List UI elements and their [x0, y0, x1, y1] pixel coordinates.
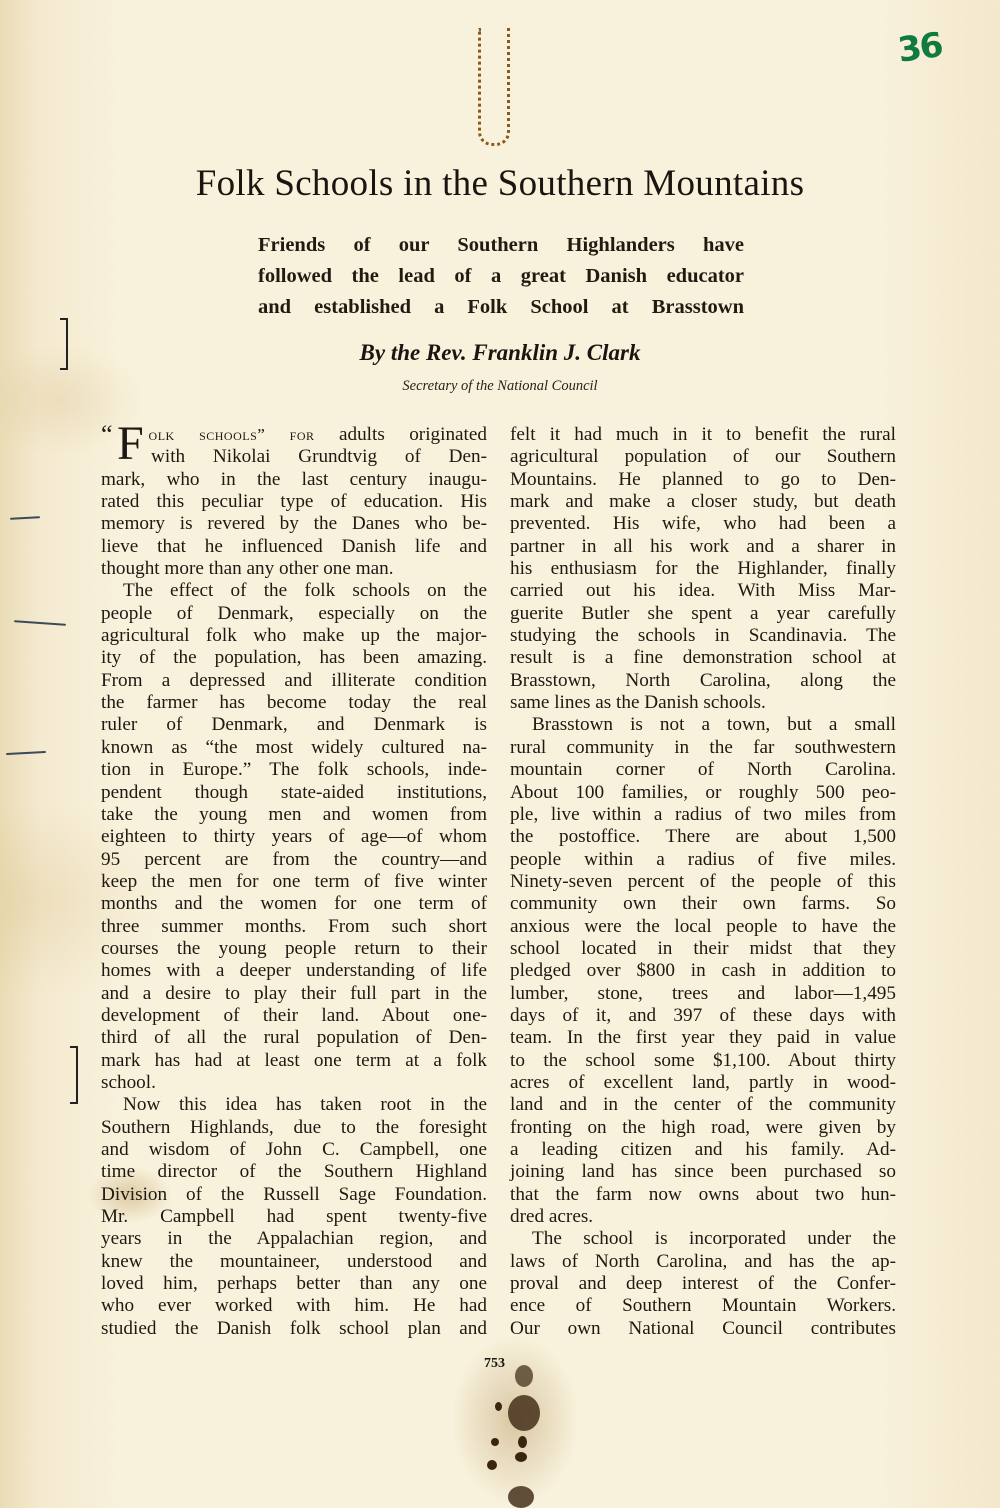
- paper-tear-mark: [6, 751, 46, 755]
- text-line: rated this peculiar type of education. His: [101, 491, 487, 513]
- text-line: agricultural population of our Southern: [510, 446, 896, 468]
- text-line: ence of Southern Mountain Workers.: [510, 1295, 896, 1317]
- right-column: [510, 424, 896, 1340]
- text-line: land and in the center of the community: [510, 1094, 896, 1116]
- text-line: rural community in the far southwestern: [510, 736, 896, 758]
- stain-mark: [515, 1452, 527, 1462]
- text-line: thought more than any other one man.: [101, 558, 394, 580]
- text-line: ple, live within a radius of two miles from: [510, 803, 896, 825]
- text-line: laws of North Carolina, and has the ap-: [510, 1250, 896, 1272]
- text-line: community own their own farms. So: [510, 893, 896, 915]
- text-line: mark and make a closer study, but death: [510, 491, 896, 513]
- text-line: time director of the Southern Highland: [101, 1161, 487, 1183]
- stain-mark: [487, 1460, 497, 1470]
- paper-tear-mark: [10, 516, 40, 520]
- text-line: keep the men for one term of five winter: [101, 870, 487, 892]
- open-quote: “: [101, 420, 113, 449]
- text-line: fronting on the high road, were given by: [510, 1116, 896, 1138]
- text-line: same lines as the Danish schools.: [510, 692, 766, 714]
- text-line: Brasstown is not a town, but a small: [532, 714, 896, 736]
- text-line: guerite Butler she spent a year carefully: [510, 602, 896, 624]
- text-line: ity of the population, has been amazing.: [101, 647, 487, 669]
- staple-rust-mark: [478, 28, 510, 146]
- stain-mark: [518, 1436, 527, 1448]
- text-line: joining land has since been purchased so: [510, 1161, 896, 1183]
- text-line: homes with a deeper understanding of life: [101, 960, 487, 982]
- text-line: Ninety-seven percent of the people of this: [510, 870, 896, 892]
- article-subtitle: [258, 230, 744, 323]
- page-number: 753: [484, 1356, 505, 1371]
- text-line: agricultural folk who make up the major-: [101, 625, 487, 647]
- paper-tear-mark: [14, 620, 66, 626]
- text-line: The effect of the folk schools on the: [123, 580, 487, 602]
- text-line: the postoffice. There are about 1,500: [510, 826, 896, 848]
- drop-cap: F: [117, 417, 144, 470]
- text-line: three summer months. From such short: [101, 915, 487, 937]
- text-line: the farmer has become today the real: [101, 692, 487, 714]
- text-line: people of Denmark, especially on the: [101, 602, 487, 624]
- text-line: Southern Highlands, due to the foresight: [101, 1116, 487, 1138]
- text-line: school located in their midst that they: [510, 937, 896, 959]
- text-line: Mr. Campbell had spent twenty-five: [101, 1206, 487, 1228]
- text-line: known as “the most widely cultured na-: [101, 736, 487, 758]
- text-line: partner in all his work and a sharer in: [510, 535, 896, 557]
- text-line: From a depressed and illiterate condition: [101, 669, 487, 691]
- text-line: mark has had at least one term at a folk: [101, 1049, 487, 1071]
- opening-rest: adults originated: [314, 424, 487, 445]
- handwritten-page-number: 36: [895, 25, 944, 71]
- text-line: studied the Danish folk school plan and: [101, 1317, 487, 1339]
- text-line: team. In the first year they paid in value: [510, 1027, 896, 1049]
- text-line: third of all the rural population of Den-: [101, 1027, 487, 1049]
- text-line: mountain corner of North Carolina.: [510, 759, 896, 781]
- text-line: Now this idea has taken root in the: [123, 1094, 487, 1116]
- text-line: Division of the Russell Sage Foundation.: [101, 1183, 487, 1205]
- text-line: result is a fine demonstration school at: [510, 647, 896, 669]
- left-column: [101, 417, 487, 1340]
- text-line: studying the schools in Scandinavia. The: [510, 625, 896, 647]
- text-line: dred acres.: [510, 1206, 594, 1228]
- stain-mark: [508, 1395, 540, 1431]
- text-line: with Nikolai Grundtvig of Den-: [151, 446, 487, 468]
- text-line: 95 percent are from the country—and: [101, 848, 487, 870]
- author-position: Secretary of the National Council: [402, 378, 598, 394]
- text-line: development of their land. About one-: [101, 1004, 487, 1026]
- opening-small-caps: olk schools” for: [148, 425, 315, 444]
- stain-mark: [508, 1486, 534, 1508]
- text-line: proval and deep interest of the Confer-: [510, 1273, 896, 1295]
- stain-mark: [515, 1365, 533, 1387]
- margin-bracket-mark: [70, 1046, 78, 1104]
- text-line: carried out his idea. With Miss Mar-: [510, 580, 896, 602]
- text-line: who ever worked with him. He had: [101, 1295, 487, 1317]
- text-line: to the school some $1,100. About thirty: [510, 1049, 896, 1071]
- text-line: people within a radius of five miles.: [510, 848, 896, 870]
- text-line: courses the young people return to their: [101, 937, 487, 959]
- text-line: that the farm now owns about two hun-: [510, 1183, 896, 1205]
- text-line: Our own National Council contributes: [510, 1317, 896, 1339]
- text-line: lieve that he influenced Danish life and: [101, 535, 487, 557]
- text-line: Brasstown, North Carolina, along the: [510, 669, 896, 691]
- text-line: anxious were the local people to have the: [510, 915, 896, 937]
- text-line: pledged over $800 in cash in addition to: [510, 960, 896, 982]
- subtitle-line: followed the lead of a great Danish educator: [258, 265, 744, 287]
- text-line: Mountains. He planned to go to Den-: [510, 468, 896, 490]
- text-line: lumber, stone, trees and labor—1,495: [510, 982, 896, 1004]
- text-line: years in the Appalachian region, and: [101, 1228, 487, 1250]
- text-line: eighteen to thirty years of age—of whom: [101, 826, 487, 848]
- stain-mark: [491, 1438, 499, 1446]
- text-line: take the young men and women from: [101, 803, 487, 825]
- subtitle-line: Friends of our Southern Highlanders have: [258, 234, 744, 256]
- text-line: The school is incorporated under the: [532, 1228, 896, 1250]
- text-line: and a desire to play their full part in the: [101, 982, 487, 1004]
- text-line: knew the mountaineer, understood and: [101, 1250, 487, 1272]
- stain-mark: [495, 1402, 502, 1411]
- subtitle-line: and established a Folk School at Brasstown: [258, 296, 744, 318]
- text-line: About 100 families, or roughly 500 peo-: [510, 781, 896, 803]
- text-line: tion in Europe.” The folk schools, inde-: [101, 759, 487, 781]
- text-line: memory is revered by the Danes who be-: [101, 513, 487, 535]
- text-line: ruler of Denmark, and Denmark is: [101, 714, 487, 736]
- article-title: Folk Schools in the Southern Mountains: [195, 163, 805, 204]
- text-line: loved him, perhaps better than any one: [101, 1273, 487, 1295]
- text-line: pendent though state-aided institutions,: [101, 781, 487, 803]
- text-line: days of it, and 397 of these days with: [510, 1004, 896, 1026]
- text-line: acres of excellent land, partly in wood-: [510, 1071, 896, 1093]
- text-line: his enthusiasm for the Highlander, finally: [510, 558, 896, 580]
- article-byline: By the Rev. Franklin J. Clark: [359, 340, 641, 365]
- text-line: prevented. His wife, who had been a: [510, 513, 896, 535]
- text-line: mark, who in the last century inaugu-: [101, 468, 487, 490]
- text-line: and wisdom of John C. Campbell, one: [101, 1139, 487, 1160]
- text-line: a leading citizen and his family. Ad-: [510, 1139, 896, 1160]
- text-line: months and the women for one term of: [101, 893, 487, 915]
- text-line: felt it had much in it to benefit the rural: [510, 424, 896, 445]
- text-line: school.: [101, 1071, 156, 1093]
